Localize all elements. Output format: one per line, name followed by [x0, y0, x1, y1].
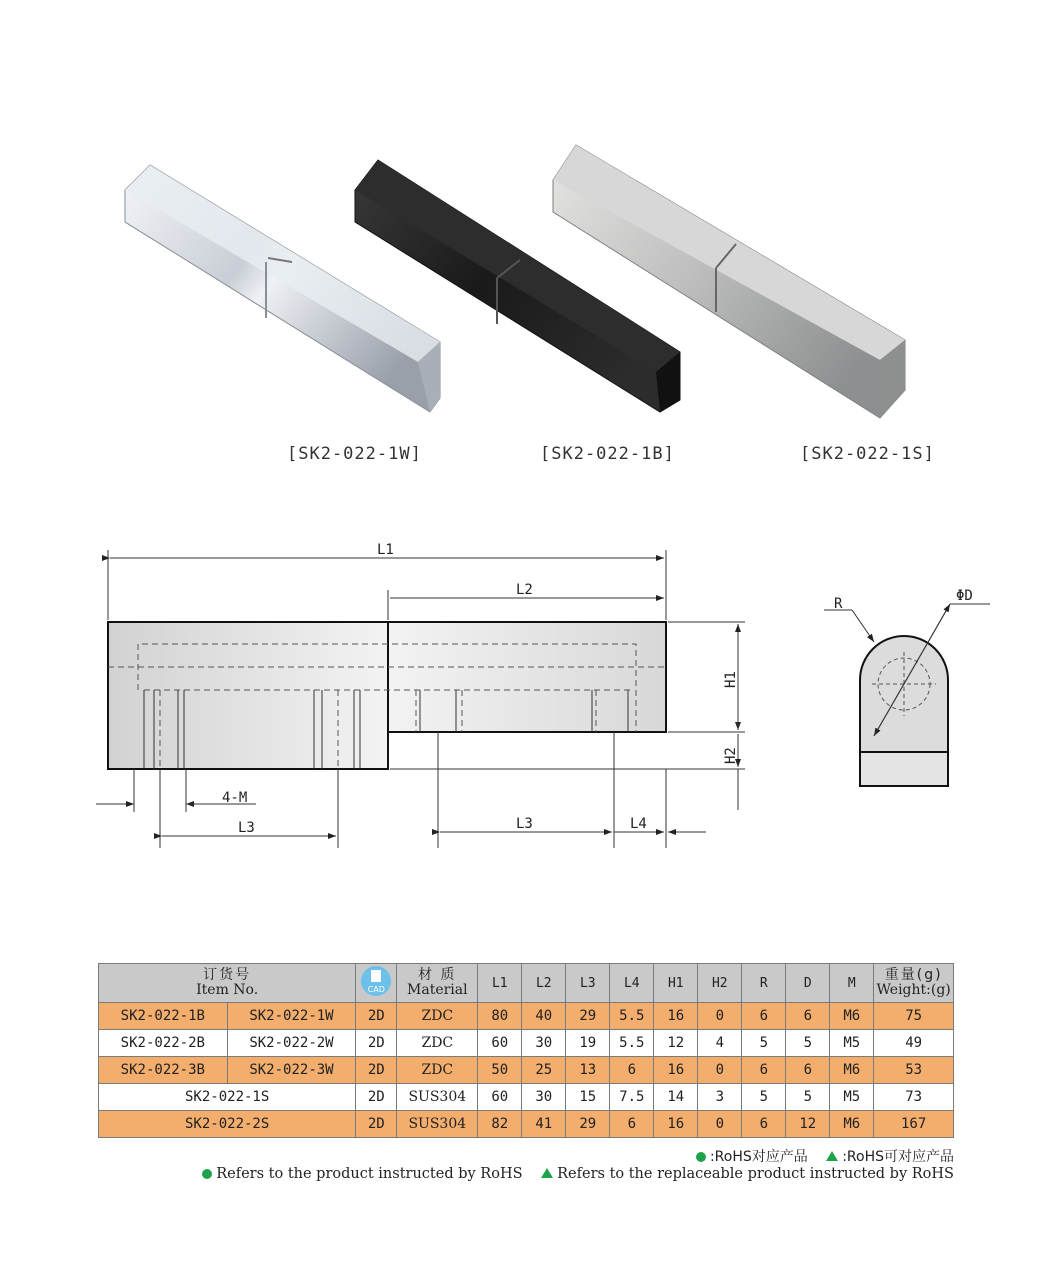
h1-cell: 16 [654, 1057, 698, 1084]
header-l4: L4 [610, 964, 654, 1003]
legend-replace-cn: :RoHS可对应产品 [842, 1149, 954, 1165]
table-row [99, 1111, 954, 1138]
l3-cell: 13 [566, 1057, 610, 1084]
r-cell: 5 [742, 1084, 786, 1111]
l2-cell: 30 [522, 1084, 566, 1111]
r-cell: 6 [742, 1057, 786, 1084]
r-cell: 6 [742, 1003, 786, 1030]
h2-cell: 0 [698, 1003, 742, 1030]
item-no-cell: SK2-022-2S [99, 1111, 356, 1138]
material-cell: ZDC [397, 1057, 478, 1084]
m-cell: M5 [830, 1084, 874, 1111]
product-code-1b: [SK2-022-1B] [540, 444, 675, 464]
side-view [108, 622, 666, 769]
rohs-triangle-icon [826, 1151, 838, 1161]
spec-table [98, 963, 954, 1138]
l2-cell: 30 [522, 1030, 566, 1057]
label-r: R [834, 596, 843, 612]
cad-cell: 2D [356, 1057, 397, 1084]
header-material: 材 质 Material [397, 964, 478, 1003]
product-photos [0, 0, 1060, 430]
legend-replace-en: Refers to the replaceable product instructed by RoHS [557, 1166, 954, 1182]
product-code-1w: [SK2-022-1W] [287, 444, 422, 464]
rohs-dot-icon [696, 1152, 706, 1162]
item-no-cell: SK2-022-3B [99, 1057, 228, 1084]
material-cell: SUS304 [397, 1084, 478, 1111]
label-l3-left: L3 [238, 820, 255, 836]
header-l1: L1 [478, 964, 522, 1003]
h2-cell: 4 [698, 1030, 742, 1057]
d-cell: 5 [786, 1084, 830, 1111]
header-cad [356, 964, 397, 1003]
m-cell: M6 [830, 1111, 874, 1138]
legend-cn [696, 1146, 954, 1166]
cad-cell: 2D [356, 1111, 397, 1138]
m-cell: M6 [830, 1057, 874, 1084]
l4-cell: 7.5 [610, 1084, 654, 1111]
l1-cell: 80 [478, 1003, 522, 1030]
item-no-cell: SK2-022-2B [99, 1030, 228, 1057]
h2-cell: 0 [698, 1057, 742, 1084]
table-row [99, 1030, 954, 1057]
h1-cell: 16 [654, 1111, 698, 1138]
d-cell: 6 [786, 1003, 830, 1030]
r-cell: 5 [742, 1030, 786, 1057]
h1-cell: 16 [654, 1003, 698, 1030]
header-m: M [830, 964, 874, 1003]
header-l2: L2 [522, 964, 566, 1003]
h1-cell: 12 [654, 1030, 698, 1057]
l3-cell: 29 [566, 1111, 610, 1138]
l1-cell: 50 [478, 1057, 522, 1084]
item-no-cell: SK2-022-1W [227, 1003, 356, 1030]
material-cell: ZDC [397, 1030, 478, 1057]
h2-cell: 3 [698, 1084, 742, 1111]
l3-cell: 29 [566, 1003, 610, 1030]
label-4m: 4-M [222, 790, 248, 806]
l2-cell: 41 [522, 1111, 566, 1138]
d-cell: 5 [786, 1030, 830, 1057]
header-weight: 重量(g) Weight:(g) [874, 964, 954, 1003]
header-d: D [786, 964, 830, 1003]
l3-cell: 19 [566, 1030, 610, 1057]
rohs-dot-icon [202, 1169, 212, 1179]
weight-cell: 167 [874, 1111, 954, 1138]
m-cell: M6 [830, 1003, 874, 1030]
label-h2: H2 [723, 747, 739, 764]
legend-rohs-en: Refers to the product instructed by RoHS [216, 1166, 523, 1182]
header-r: R [742, 964, 786, 1003]
header-l3: L3 [566, 964, 610, 1003]
material-cell: ZDC [397, 1003, 478, 1030]
label-h1: H1 [723, 671, 739, 688]
legend-rohs-cn: :RoHS对应产品 [709, 1149, 808, 1165]
cad-cell: 2D [356, 1084, 397, 1111]
d-cell: 6 [786, 1057, 830, 1084]
l1-cell: 60 [478, 1030, 522, 1057]
h1-cell: 14 [654, 1084, 698, 1111]
cad-file-icon: CAD [361, 966, 391, 996]
weight-cell: 53 [874, 1057, 954, 1084]
l4-cell: 5.5 [610, 1003, 654, 1030]
cad-cell: 2D [356, 1030, 397, 1057]
weight-cell: 49 [874, 1030, 954, 1057]
technical-drawing [0, 520, 1060, 860]
label-l3-right: L3 [516, 816, 533, 832]
product-code-1s: [SK2-022-1S] [800, 444, 935, 464]
d-cell: 12 [786, 1111, 830, 1138]
m-cell: M5 [830, 1030, 874, 1057]
table-header-row [99, 964, 954, 1003]
l4-cell: 5.5 [610, 1030, 654, 1057]
table-row [99, 1057, 954, 1084]
weight-cell: 73 [874, 1084, 954, 1111]
item-no-cell: SK2-022-2W [227, 1030, 356, 1057]
label-phi-d: ΦD [956, 588, 973, 604]
l4-cell: 6 [610, 1057, 654, 1084]
label-l2: L2 [516, 582, 533, 598]
l3-cell: 15 [566, 1084, 610, 1111]
table-row [99, 1003, 954, 1030]
header-h1: H1 [654, 964, 698, 1003]
item-no-cell: SK2-022-1B [99, 1003, 228, 1030]
cad-cell: 2D [356, 1003, 397, 1030]
header-h2: H2 [698, 964, 742, 1003]
legend-en [202, 1166, 954, 1182]
l1-cell: 60 [478, 1084, 522, 1111]
label-l4: L4 [630, 816, 647, 832]
l2-cell: 25 [522, 1057, 566, 1084]
weight-cell: 75 [874, 1003, 954, 1030]
header-item-no: 订货号 Item No. [99, 964, 356, 1003]
material-cell: SUS304 [397, 1111, 478, 1138]
l1-cell: 82 [478, 1111, 522, 1138]
end-view [824, 604, 990, 786]
l2-cell: 40 [522, 1003, 566, 1030]
item-no-cell: SK2-022-3W [227, 1057, 356, 1084]
l4-cell: 6 [610, 1111, 654, 1138]
r-cell: 6 [742, 1111, 786, 1138]
label-l1: L1 [377, 542, 394, 558]
h2-cell: 0 [698, 1111, 742, 1138]
item-no-cell: SK2-022-1S [99, 1084, 356, 1111]
table-row [99, 1084, 954, 1111]
rohs-triangle-icon [541, 1168, 553, 1178]
